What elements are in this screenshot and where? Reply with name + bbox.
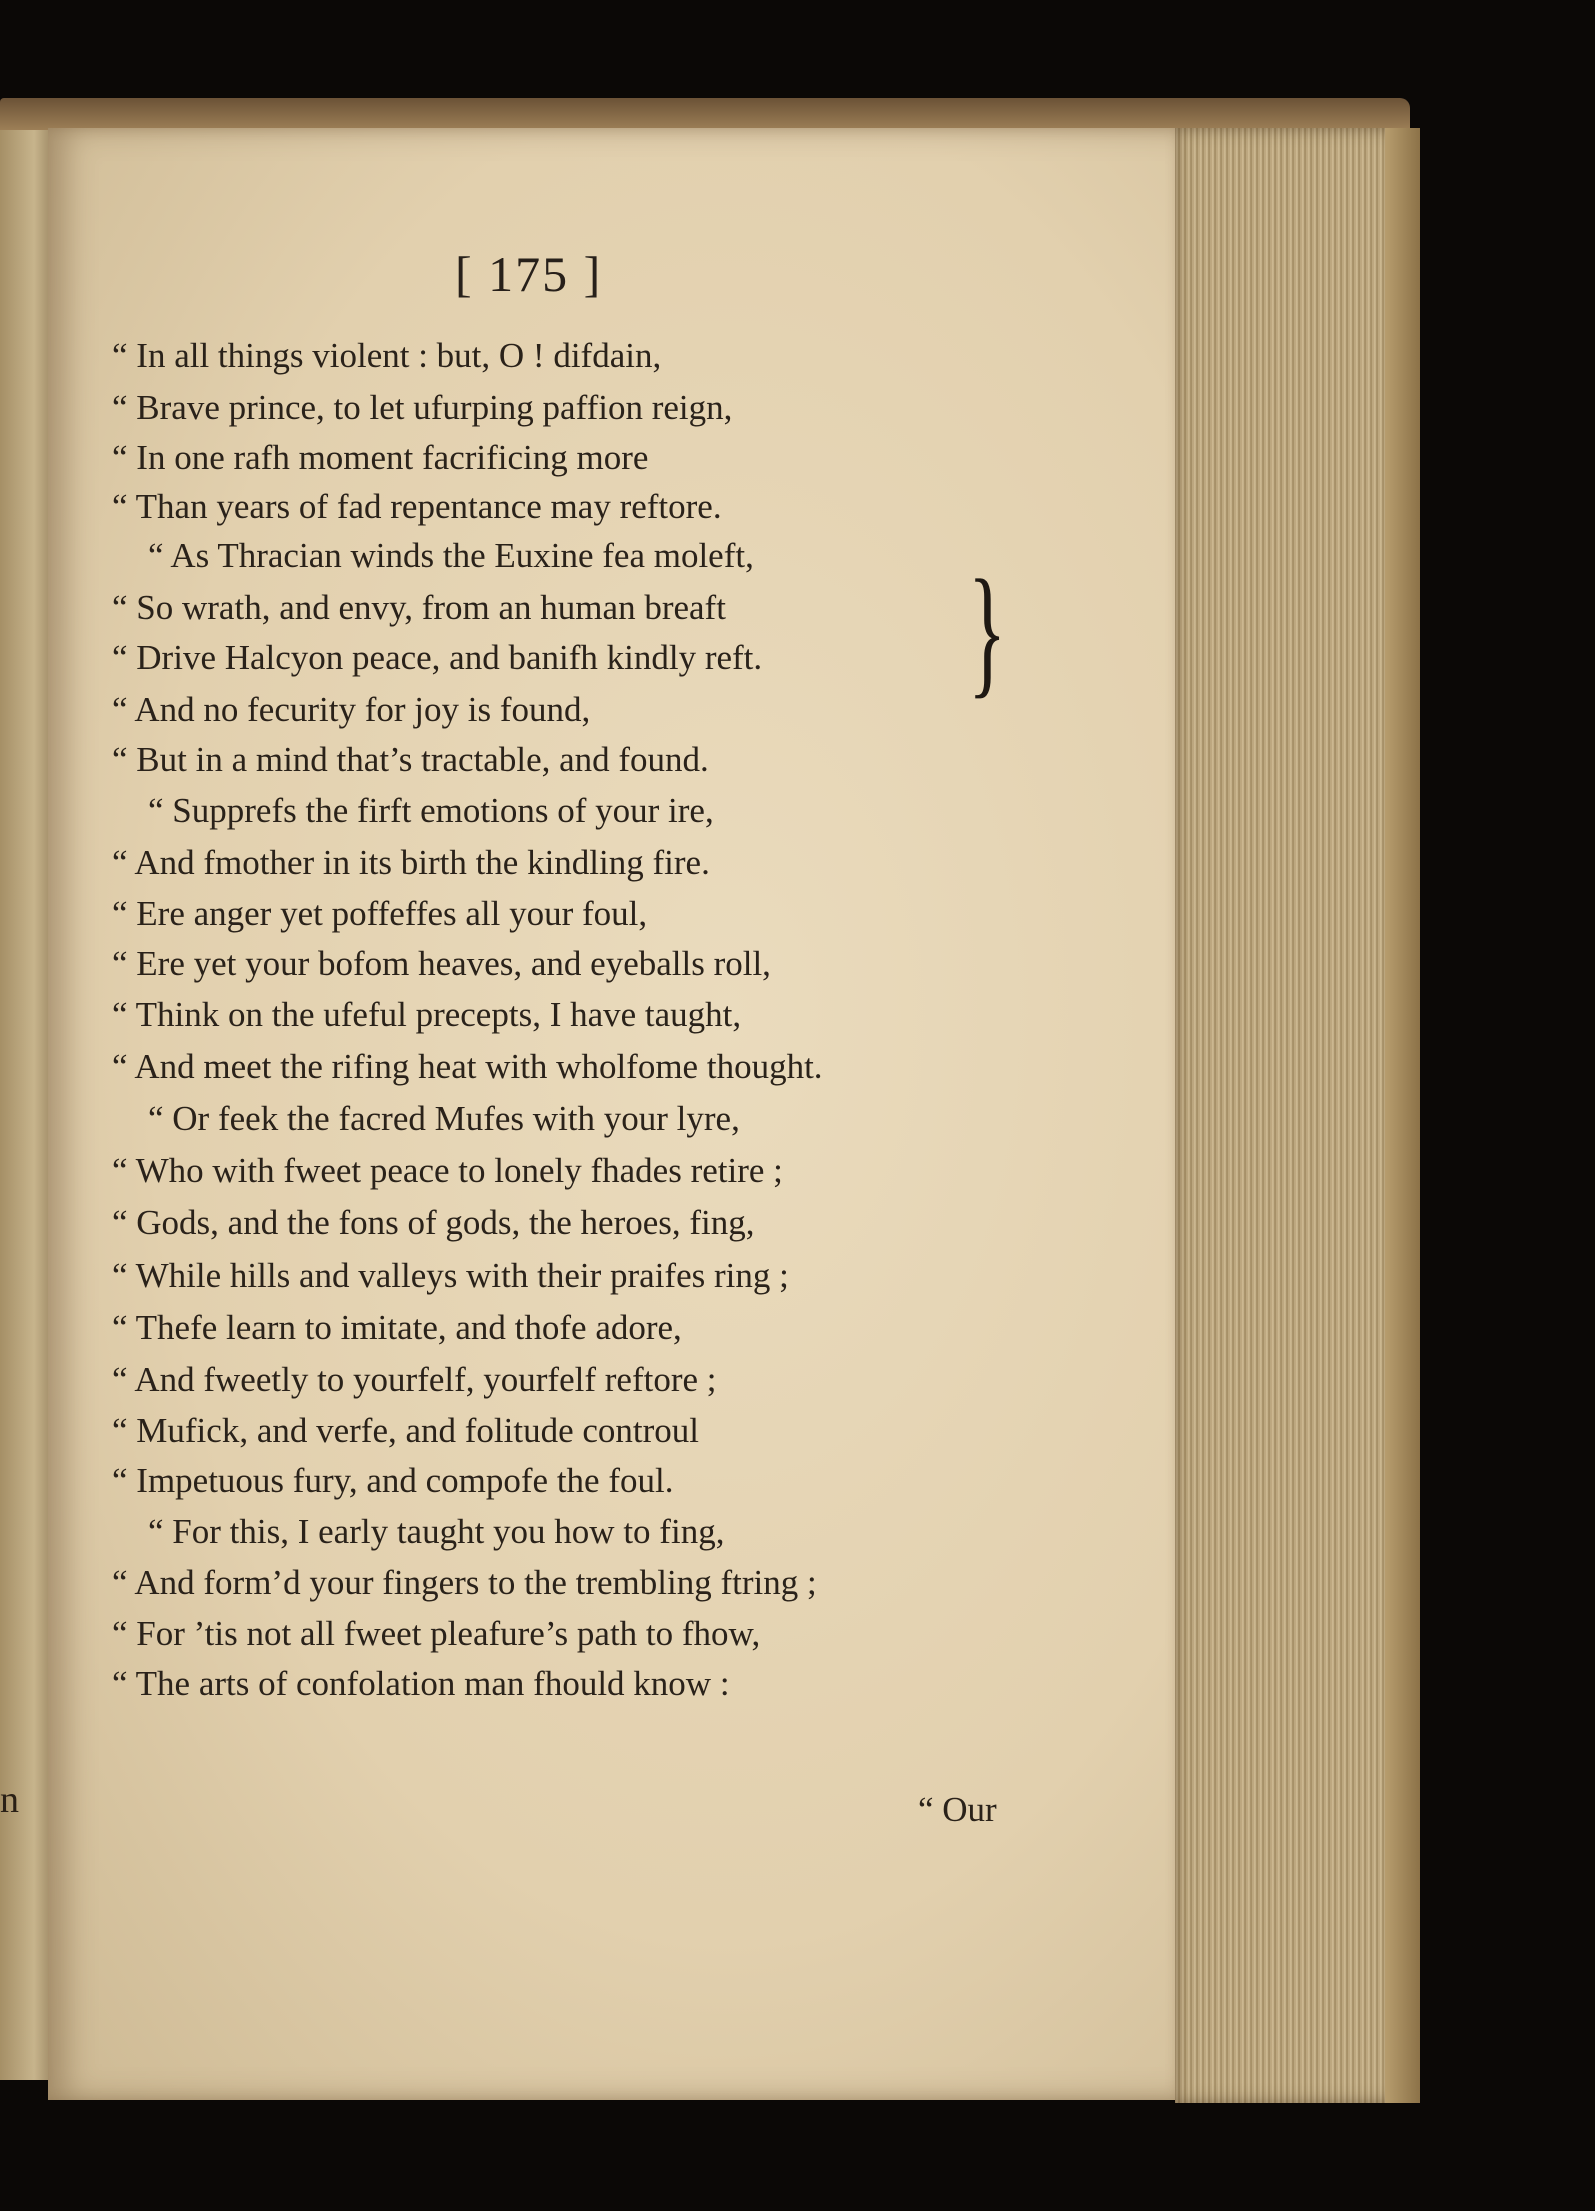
poem-line: “ But in a mind that’s tractable, and found. xyxy=(112,740,709,779)
poem-line: “ Thefe learn to imitate, and thofe adore, xyxy=(112,1308,682,1347)
poem-line: “ So wrath, and envy, from an human breaft xyxy=(112,588,726,627)
poem-line: “ Drive Halcyon peace, and banifh kindly reft. xyxy=(112,638,763,677)
poem-line: “ For ’tis not all fweet pleafure’s path to fhow, xyxy=(112,1614,761,1653)
poem-line: “ Who with fweet peace to lonely fhades retire ; xyxy=(112,1151,783,1190)
poem-line: “ And fweetly to yourfelf, yourfelf reftore ; xyxy=(112,1360,717,1399)
poem-line: “ In all things violent : but, O ! difdain, xyxy=(112,336,662,375)
poem-line: “ Or feek the facred Mufes with your lyre, xyxy=(148,1099,740,1138)
page-block-edges xyxy=(1175,128,1420,2103)
poem-line: “ While hills and valleys with their praifes ring ; xyxy=(112,1256,789,1295)
poem-line: “ Gods, and the fons of gods, the heroes, fing, xyxy=(112,1203,755,1242)
poem-line: “ Think on the ufeful precepts, I have taught, xyxy=(112,995,742,1034)
left-page-fragment: n xyxy=(0,1779,19,1821)
poem-line: “ Brave prince, to let ufurping paffion reign, xyxy=(112,388,733,427)
catchword: “ Our xyxy=(918,1790,997,1829)
poem-line: “ For this, I early taught you how to fing, xyxy=(148,1512,725,1551)
poem-line: “ Impetuous fury, and compofe the foul. xyxy=(112,1461,674,1500)
page-number: [ 175 ] xyxy=(455,246,603,302)
poem-line: “ The arts of confolation man fhould know : xyxy=(112,1664,730,1703)
poem-line: “ And no fecurity for joy is found, xyxy=(112,690,591,729)
poem-line: “ Ere anger yet poffeffes all your foul, xyxy=(112,894,648,933)
poem-line: “ Mufick, and verfe, and folitude controul xyxy=(112,1411,700,1450)
poem-line: “ In one rafh moment facrificing more xyxy=(112,438,649,477)
poem-line: “ And form’d your fingers to the trembling ftring ; xyxy=(112,1563,817,1602)
poem-line: “ Ere yet your bofom heaves, and eyeballs roll, xyxy=(112,944,771,983)
poem-line: “ As Thracian winds the Euxine fea moleft, xyxy=(148,536,754,575)
poem-line: “ And meet the rifing heat with wholfome thought. xyxy=(112,1047,823,1086)
poem-line: “ Supprefs the firft emotions of your ire, xyxy=(148,791,714,830)
poem-line: “ Than years of fad repentance may reftore. xyxy=(112,487,722,526)
poem-line: “ And fmother in its birth the kindling fire. xyxy=(112,843,710,882)
brace-mark: } xyxy=(968,551,1007,711)
